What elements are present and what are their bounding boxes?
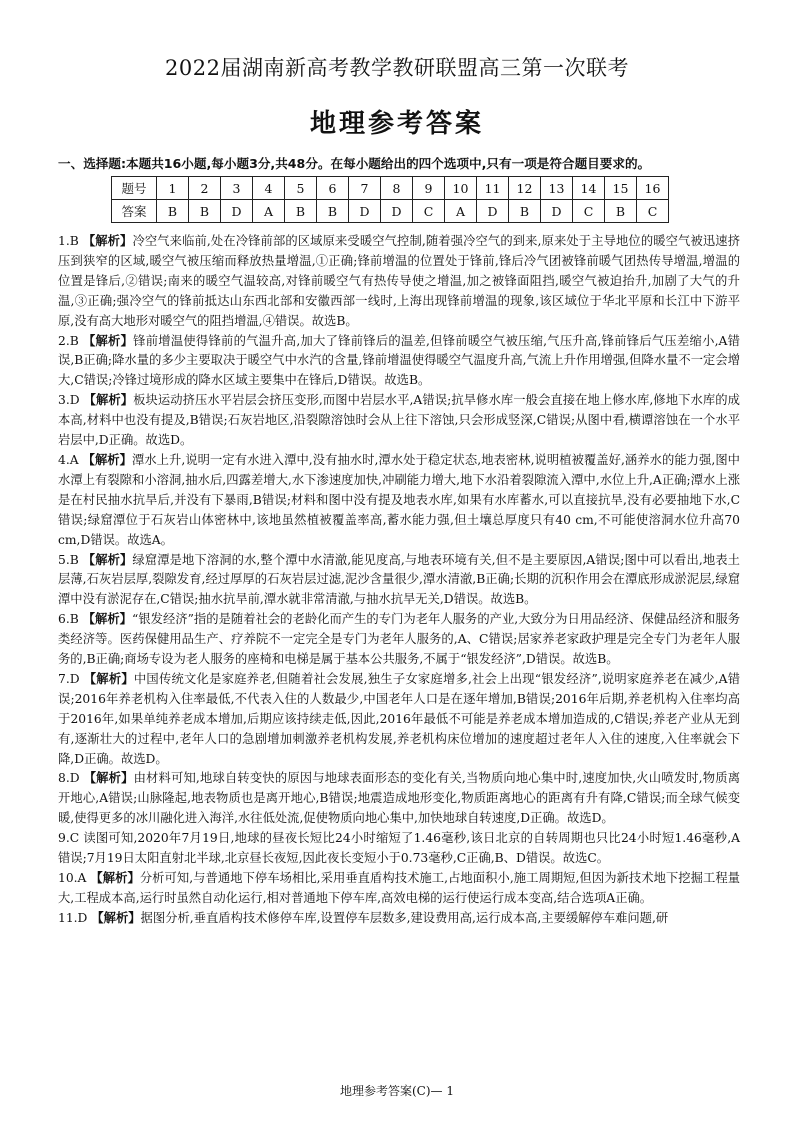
question-number: 5	[285, 177, 317, 200]
page-footer: 地理参考答案(C)— 1	[340, 1084, 454, 1098]
explanation-item	[58, 391, 740, 451]
item-text: 冷空气来临前,处在冷锋前部的区域原来受暖空气控制,随着强冷空气的到来,原来处于主导地位的暖空气被迅速挤压到狭窄的区域,暖空气被压缩而释放热量增温,①正确;锋前增温的位置处于锋前,锋后冷气团被锋前暖气团热传导增温,增温的位置是锋后,②错误;南来的暖空气温较高,对锋前暖空气有热传导使之增温,加之被锋面阻挡,暖空气被迫抬升,加剧了大气的升温,③正确;强冷空气的锋前抵达山东西北部和安徽西部一线时,上海出现锋前增温的现象,该区域位于华北平原和长江中下游平原,没有高大地形对暖空气的阻挡增温,④错误。故选B。	[58, 234, 740, 328]
question-number: 16	[637, 177, 669, 200]
explanation-item	[58, 451, 740, 551]
answer-letter: A	[445, 200, 477, 223]
item-number: 1.B	[58, 234, 79, 248]
analysis-tag: 【解析】	[82, 452, 132, 467]
item-text: 潭水上升,说明一定有水进入潭中,没有抽水时,潭水处于稳定状态,地表密林,说明植被覆盖好,涵养水的能力强,图中水潭上有裂隙和小溶洞,抽水后,四露差增大,水下渗速度加快,冲刷能力增大,地下水沿着裂隙流入潭中,水位上升,A正确;潭水上涨是在村民抽水抗旱后,并没有下暴雨,B错误;材料和图中没有提及地表水库,如果有水库蓄水,可以直接抗旱,没有必要抽地下水,C错误;绿窟潭位于石灰岩山体密林中,该地虽然植被覆盖率高,蓄水能力强,但土壤总厚度只有40 cm,不可能使溶洞水位升高70 cm,D错误。故选A。	[58, 452, 740, 547]
item-number: 5.B	[58, 552, 79, 567]
question-number: 8	[381, 177, 413, 200]
answer-row	[112, 200, 669, 223]
item-number: 8.D	[58, 771, 80, 786]
answer-letter: B	[157, 200, 189, 223]
item-number: 10.A	[58, 871, 87, 885]
explanation-item	[58, 551, 740, 611]
explanation-item	[58, 232, 740, 332]
analysis-tag: 【解析】	[83, 671, 134, 686]
analysis-tag: 【解析】	[82, 552, 133, 567]
row-label-answer: 答案	[112, 200, 157, 223]
answer-letter: B	[317, 200, 349, 223]
analysis-tag: 【解析】	[82, 612, 133, 627]
answer-letter: B	[189, 200, 221, 223]
item-text: 锋前增温使得锋前的气温升高,加大了锋前锋后的温差,但锋前暖空气被压缩,气压升高,锋前锋后气压差缩小,A错误,B正确;降水量的多少主要取决于暖空气中水汽的含量,锋前增温使得暖空气温度升高,气流上升作用增强,但降水量不一定会增大,C错误;冷锋过境形成的降水区域主要集中在锋后,D错误。故选B。	[58, 333, 740, 388]
question-number: 12	[509, 177, 541, 200]
explanation-item	[58, 869, 740, 909]
answer-letter: D	[349, 200, 381, 223]
question-number-row	[112, 177, 669, 200]
analysis-tag: 【解析】	[91, 910, 141, 925]
analysis-tag: 【解析】	[90, 871, 140, 885]
analysis-tag: 【解析】	[82, 234, 133, 248]
answer-subtitle: 地理参考答案	[309, 109, 484, 139]
item-text: 据图分析,垂直盾构技术修停车库,设置停车层数多,建设费用高,运行成本高,主要缓解停车难问题,研	[140, 910, 669, 925]
question-number: 4	[253, 177, 285, 200]
analysis-tag: 【解析】	[83, 393, 134, 408]
item-number: 2.B	[58, 333, 79, 348]
exam-title: 2022届湖南新高考教学教研联盟高三第一次联考	[165, 56, 629, 80]
explanation-item	[58, 332, 740, 392]
item-text: 中国传统文化是家庭养老,但随着社会发展,独生子女家庭增多,社会上出现“银发经济”,说明家庭养老在减少,A错误;2016年养老机构入住率最低,不代表入住的人数最少,中国老年人口是在逐年增加,B错误;2016年后期,养老机构入住率均高于2016年,如果单纯养老成本增加,后期应该持续走低,因此,2016年最低不可能是养老成本增加造成的,C错误;养老产业从无到有,逐渐壮大的过程中,老年人口的急剧增加刺激养老机构发展,养老机构床位增加的速度超过老年人入住的速度,入住率就会下降,D正确。故选D。	[58, 671, 740, 766]
answer-letter: C	[637, 200, 669, 223]
answer-letter: D	[477, 200, 509, 223]
item-number: 7.D	[58, 671, 80, 686]
explanation-item	[58, 670, 740, 770]
answer-letter: D	[221, 200, 253, 223]
section-heading: 一、选择题:本题共16小题,每小题3分,共48分。在每小题给出的四个选项中,只有一项是符合题目要求的。	[58, 156, 651, 171]
item-text: “银发经济”指的是随着社会的老龄化而产生的专门为老年人服务的产业,大致分为日用品经济、保健品经济和服务类经济等。医药保健用品生产、疗养院不一定完全是专门为老年人服务的,A、C错误;居家养老家政护理是完全专门为老年人服务的,B正确;商场专设为老人服务的座椅和电梯是属于基本公共服务,不属于“银发经济”,D错误。故选B。	[58, 612, 740, 667]
item-number: 11.D	[58, 910, 88, 925]
question-number: 13	[541, 177, 573, 200]
item-text: 读图可知,2020年7月19日,地球的昼夜长短比24小时缩短了1.46毫秒,该日北京的自转周期也只比24小时短1.46毫秒,A错误;7月19日太阳直射北半球,北京昼长夜短,因此夜长变短小于0.73毫秒,C正确,B、D错误。故选C。	[58, 831, 740, 866]
answer-letter: C	[573, 200, 605, 223]
answer-letter: C	[413, 200, 445, 223]
analysis-tag: 【解析】	[82, 333, 134, 348]
explanation-item	[58, 829, 740, 869]
explanation-list	[58, 232, 740, 929]
question-number: 14	[573, 177, 605, 200]
question-number: 11	[477, 177, 509, 200]
answer-table	[111, 176, 669, 223]
item-number: 4.A	[58, 452, 79, 467]
answer-letter: D	[541, 200, 573, 223]
question-number: 1	[157, 177, 189, 200]
item-text: 绿窟潭是地下溶洞的水,整个潭中水清澈,能见度高,与地表环境有关,但不是主要原因,A错误;图中可以看出,地表土层薄,石灰岩层厚,裂隙发育,经过厚厚的石灰岩层过滤,泥沙含量很少,潭水清澈,B正确;长期的沉积作用会在潭底形成淤泥层,绿窟潭中没有淤泥存在,C错误;抽水抗旱前,潭水就非常清澈,与抽水抗旱无关,D错误。故选B。	[58, 552, 740, 607]
analysis-tag: 【解析】	[83, 771, 134, 786]
answer-letter: B	[285, 200, 317, 223]
answer-letter: A	[253, 200, 285, 223]
row-label-question-number: 题号	[112, 177, 157, 200]
question-number: 7	[349, 177, 381, 200]
item-number: 3.D	[58, 393, 80, 408]
question-number: 6	[317, 177, 349, 200]
explanation-item	[58, 909, 740, 929]
question-number: 15	[605, 177, 637, 200]
item-number: 6.B	[58, 612, 79, 627]
item-text: 由材料可知,地球自转变快的原因与地球表面形态的变化有关,当物质向地心集中时,速度加快,火山喷发时,物质离开地心,A错误;山脉隆起,地表物质也是离开地心,B错误;地震造成地形变化,物质距离地心的距离有升有降,C错误;而全球气候变暖,使得更多的冰川融化进入海洋,水往低处流,促使物质向地心集中,加快地球自转速度,D正确。故选D。	[58, 771, 740, 826]
question-number: 2	[189, 177, 221, 200]
question-number: 10	[445, 177, 477, 200]
question-number: 3	[221, 177, 253, 200]
explanation-item	[58, 769, 740, 829]
answer-letter: B	[509, 200, 541, 223]
question-number: 9	[413, 177, 445, 200]
explanation-item	[58, 610, 740, 670]
item-number: 9.C	[58, 831, 80, 846]
item-text: 分析可知,与普通地下停车场相比,采用垂直盾构技术施工,占地面积小,施工周期短,但因为新技术地下挖掘工程量大,工程成本高,运行时虽然自动化运行,相对普通地下停车库,高效电梯的运行使运行成本变高,结合选项A正确。	[58, 871, 740, 905]
answer-letter: D	[381, 200, 413, 223]
item-text: 板块运动挤压水平岩层会挤压变形,而图中岩层水平,A错误;抗旱修水库一般会直接在地上修水库,修地下水库的成本高,材料中也没有提及,B错误;石灰岩地区,沿裂隙溶蚀时会从上往下溶蚀,只会形成竖深,C错误;从图中看,横谭溶蚀在一个水平岩层中,D正确。故选D。	[58, 393, 740, 448]
answer-letter: B	[605, 200, 637, 223]
